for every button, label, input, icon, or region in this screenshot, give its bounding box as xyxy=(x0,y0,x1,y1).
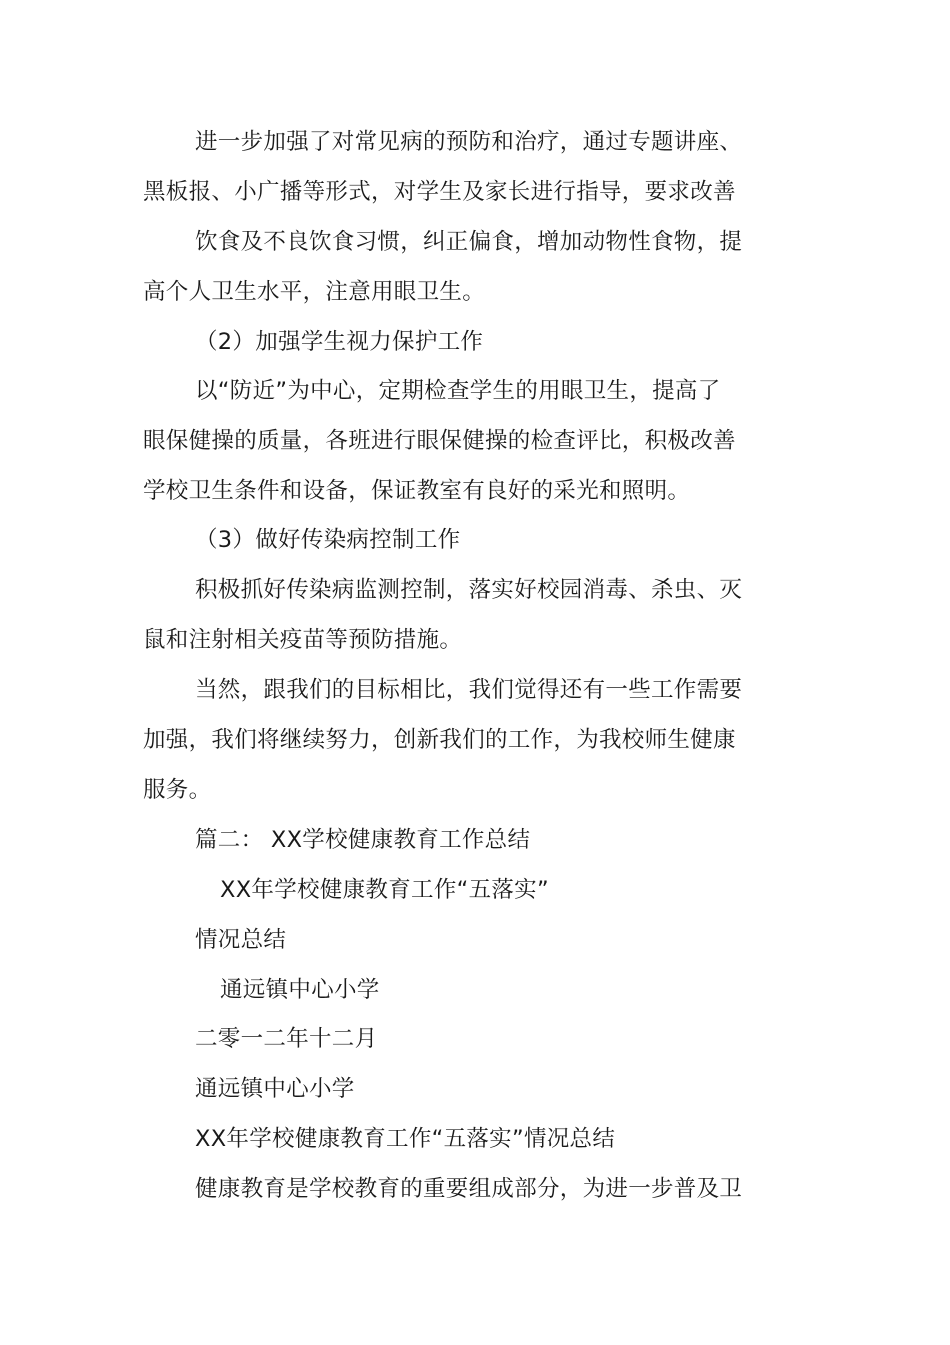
paragraph-line: 积极抓好传染病监测控制，落实好校园消毒、杀虫、灭 xyxy=(195,577,743,603)
report-date: 二零一二年十二月 xyxy=(195,1026,378,1052)
paragraph-line: 黑板报、小广播等形式，对学生及家长进行指导，要求改善 xyxy=(143,179,736,205)
school-name: 通远镇中心小学 xyxy=(220,977,380,1003)
paragraph-line: 当然，跟我们的目标相比，我们觉得还有一些工作需要 xyxy=(195,677,743,703)
paragraph-line: 学校卫生条件和设备，保证教室有良好的采光和照明。 xyxy=(143,478,691,504)
report-title: XX年学校健康教育工作“五落实” xyxy=(220,877,549,903)
paragraph-line: 健康教育是学校教育的重要组成部分，为进一步普及卫 xyxy=(195,1176,743,1202)
section-heading: （2）加强学生视力保护工作 xyxy=(195,329,484,355)
paragraph-line: 加强，我们将继续努力，创新我们的工作，为我校师生健康 xyxy=(143,727,736,753)
article-title: 篇二： XX学校健康教育工作总结 xyxy=(195,827,531,853)
section-heading: （3）做好传染病控制工作 xyxy=(195,527,461,553)
paragraph-line: 高个人卫生水平，注意用眼卫生。 xyxy=(143,279,486,305)
paragraph-line: 饮食及不良饮食习惯，纠正偏食，增加动物性食物，提 xyxy=(195,229,743,255)
paragraph-line: 鼠和注射相关疫苗等预防措施。 xyxy=(143,627,463,653)
paragraph-line: 以“防近”为中心，定期检查学生的用眼卫生，提高了 xyxy=(195,378,721,404)
school-name: 通远镇中心小学 xyxy=(195,1076,355,1102)
paragraph-line: 眼保健操的质量，各班进行眼保健操的检查评比，积极改善 xyxy=(143,428,736,454)
report-title-cont: 情况总结 xyxy=(195,927,287,953)
paragraph-line: 进一步加强了对常见病的预防和治疗，通过专题讲座、 xyxy=(195,129,743,155)
report-heading: XX年学校健康教育工作“五落实”情况总结 xyxy=(195,1126,616,1152)
paragraph-line: 服务。 xyxy=(143,777,212,803)
